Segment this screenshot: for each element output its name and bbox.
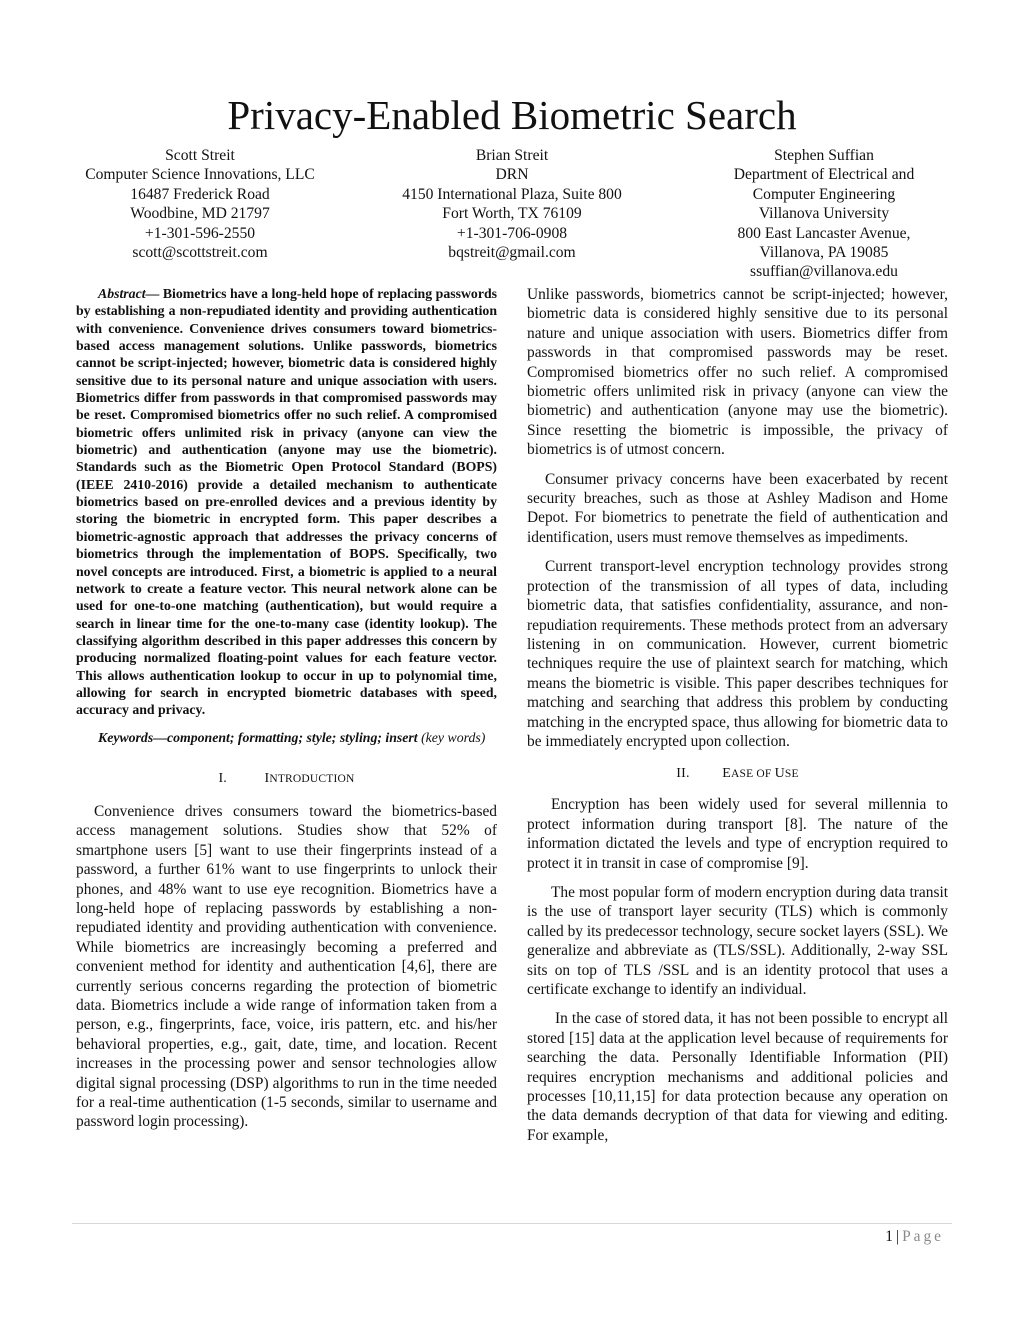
- author-email[interactable]: ssuffian@villanova.edu: [750, 263, 898, 281]
- page-footer: [885, 1227, 944, 1247]
- author-phone: +1-301-596-2550: [144, 224, 256, 242]
- footer-separator: |: [895, 1228, 900, 1245]
- author-address: Villanova, PA 19085: [759, 244, 889, 262]
- author-affiliation: DRN: [495, 166, 529, 184]
- section-title-rest: SE: [784, 768, 799, 781]
- abstract-dash: —: [145, 286, 160, 301]
- author-affiliation: Villanova University: [758, 205, 890, 223]
- page-label: Page: [902, 1228, 944, 1245]
- author-block-2: [376, 146, 648, 262]
- author-address: 800 East Lancaster Avenue,: [737, 224, 911, 242]
- section-heading-introduction: [76, 770, 497, 788]
- keywords-lead: Keywords—component; formatting; style; styling; insert: [98, 729, 418, 745]
- keywords-rest: (key words): [417, 729, 486, 745]
- section-number: II.: [676, 766, 690, 782]
- intro-paragraph: Convenience drives consumers toward the biometrics-based access management solutions. Studies show that 52% of smartphone users [5] want to use their fingerprints instead of a password, a further 61% want to use fingerprints to unlock their phones, and 48% want to use eye recognition. Biometrics have a long-held hope of replacing passwords by establishing a non-repudiated identity and providing authentication with convenience. While biometrics are increasingly becoming a preferred and convenient method for identity and authentication [4,6], there are currently serious concerns regarding the protection of biometric data. Biometrics include a wide range of information taken from a person, e.g., fingerprints, face, voice, iris pattern, etc. and his/her behavioral properties, e.g., gait, date, time, and location. Recent increases in the processing power and sensor technologies allow digital signal processing (DSP) algorithms to run in the time needed for a real-time authentication (1-5 seconds, similar to username and password login processing).: [76, 802, 497, 1131]
- page-number: 1: [885, 1228, 893, 1245]
- author-address: 16487 Frederick Road: [130, 185, 270, 203]
- abstract-text: Biometrics have a long-held hope of replacing passwords by establishing a non-repudiated identity and providing authentication with convenience. Convenience drives consumers toward biometrics-based access management solutions. Unlike passwords, biometrics cannot be script-injected; however, biometric data is considered highly sensitive due to its personal nature and unique association with users. Biometrics differ from passwords in that compromised passwords may be reset. Compromised biometrics offer no such relief. A compromised biometric offers unlimited risk in privacy (anyone can view the biometric) and authentication (anyone may use the biometric). Standards such as the Biometric Open Protocol Standard (BOPS) (IEEE 2410-2016) provide a detailed mechanism to authenticate biometrics based on pre-enrolled devices and a previous identity by storing the biometric in encrypted form. This paper describes a biometric-agnostic approach that addresses the privacy concerns of biometrics through the implementation of BOPS. Specifically, two novel concepts are introduced. First, a biometric is applied to a neural network to create a feature vector. This neural network alone can be used for one-to-one matching (authentication), but would require a search in linear time for the one-to-many case (identity lookup). The classifying algorithm described in this paper addresses this concern by producing normalized floating-point values for each feature vector. This allows authentication lookup to occur in up to polynomial time, allowing for search in encrypted biometric databases with speed, accuracy and privacy.: [76, 286, 497, 718]
- body-paragraph: The most popular form of modern encryption during data transit is the use of transport layer security (TLS) which is commonly called by its predecessor technology, secure socket layers (SSL). We generalize and abbreviate as (TLS/SSL). Additionally, 2-way SSL sits on top of TLS /SSL and is an identity protocol that uses a certificate exchange to identify an individual.: [527, 883, 949, 998]
- section-title-initial: I: [264, 770, 270, 786]
- section-title-initial: E: [722, 766, 732, 782]
- author-phone: +1-301-706-0908: [456, 224, 568, 242]
- section-number: I.: [218, 770, 227, 786]
- keywords: [76, 729, 497, 746]
- author-affiliation: Computer Engineering: [752, 185, 896, 203]
- body-paragraph: Encryption has been widely used for several millennia to protect information during transport [8]. The nature of the information dictated the levels and type of encryption required to protect it in transit in case of compromise [9].: [527, 796, 948, 872]
- author-block-3: [688, 146, 960, 282]
- paper-title: Privacy-Enabled Biometric Search: [227, 92, 797, 138]
- author-email[interactable]: scott@scottstreit.com: [132, 244, 268, 262]
- abstract-label: Abstract: [98, 286, 146, 301]
- abstract: [76, 285, 497, 719]
- body-paragraph: Consumer privacy concerns have been exacerbated by recent security breaches, such as those at Ashley Madison and Home Depot. For biometrics to penetrate the field of authentication and identification, users must remove themselves as impediments.: [527, 470, 948, 546]
- right-column: [527, 285, 948, 1145]
- body-paragraph: In the case of stored data, it has not been possible to encrypt all stored [15] data at the application level because of requirements for searching the data. Personally Identifiable Information (PII) requires encryption mechanisms and additional policies and processes [10,11,15] for data protection because any operation on the data demands decryption of that data for viewing and editing. For example,: [527, 1010, 948, 1144]
- left-column: [76, 285, 497, 1132]
- author-email[interactable]: bqstreit@gmail.com: [448, 244, 576, 262]
- section-title-rest: ASE: [731, 768, 754, 781]
- section-title-rest: NTRODUCTION: [269, 772, 355, 785]
- author-address: 4150 International Plaza, Suite 800: [402, 185, 622, 203]
- section-title-initial: U: [774, 766, 785, 782]
- section-title-rest: OF: [753, 768, 775, 781]
- author-address: Woodbine, MD 21797: [130, 205, 270, 223]
- body-paragraph: Current transport-level encryption technology provides strong protection of the transmission of all types of data, including biometric data, that satisfies confidentiality, assurance, and non-repudiation requirements. These methods protect from an adversary listening in on communication. However, current biometric techniques require the use of plaintext search for matching, which means the biometric is visible. This paper describes techniques for matching and searching that address this problem by conducting matching in the encrypted space, thus allowing for biometric data to be immediately encrypted upon collection.: [527, 558, 948, 750]
- footer-divider: [72, 1223, 952, 1224]
- author-name: Stephen Suffian: [774, 147, 874, 164]
- author-affiliation: Department of Electrical and: [733, 166, 915, 184]
- author-address: Fort Worth, TX 76109: [442, 205, 582, 223]
- author-block-1: [64, 146, 336, 262]
- author-affiliation: Computer Science Innovations, LLC: [85, 166, 315, 184]
- author-name: Brian Streit: [475, 147, 549, 164]
- author-name: Scott Streit: [165, 147, 235, 164]
- body-paragraph: Unlike passwords, biometrics cannot be script-injected; however, biometric data is considered highly sensitive due to its personal nature and unique association with users. Biometrics differ from passwords in that compromised passwords may be reset. Compromised biometrics offer no such relief. A compromised biometric offers unlimited risk in privacy (anyone can view the biometric) and authentication (anyone may use the biometric). Since resetting the biometric is impossible, the privacy of biometrics is of utmost concern.: [527, 286, 948, 459]
- section-heading-ease-of-use: [527, 765, 948, 783]
